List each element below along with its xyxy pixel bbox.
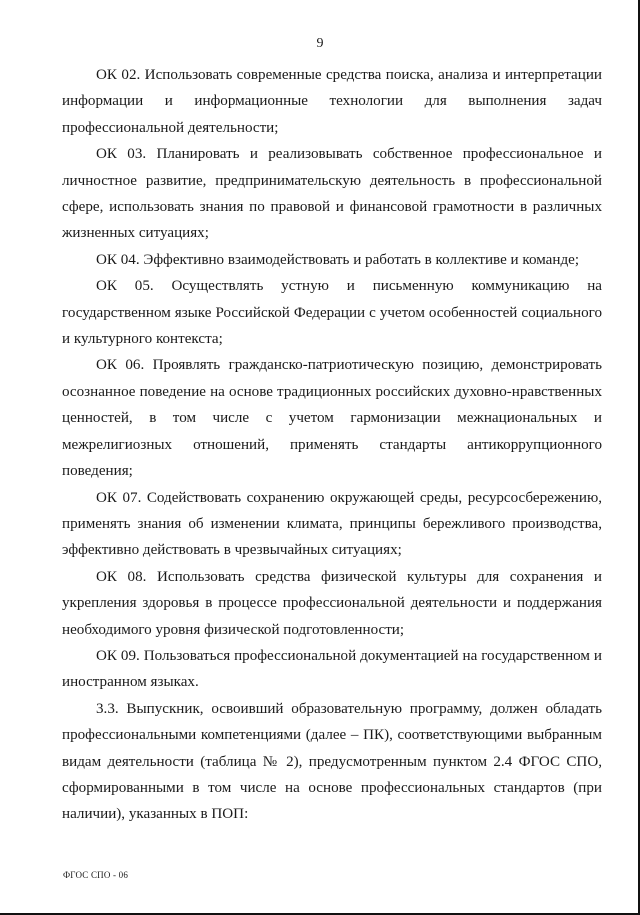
paragraph-ok-05: ОК 05. Осуществлять устную и письменную коммуникацию на государственном языке Российской Федерации с учетом особенностей социального и культурного контекста; xyxy=(62,278,602,348)
paragraph-ok-04: ОК 04. Эффективно взаимодействовать и работать в коллективе и команде; xyxy=(96,251,580,268)
paragraph-ok-02: ОК 02. Использовать современные средства поиска, анализа и интерпретации информации и информационные технологии для выполнения задач профессиональной деятельности; xyxy=(62,67,602,136)
paragraph-ok-07: ОК 07. Содействовать сохранению окружающей среды, ресурсосбережению, применять знания об изменении климата, принципы бережливого производства, эффективно действовать в чрезвычайных ситуациях; xyxy=(62,489,602,559)
paragraph-3-3: 3.3. Выпускник, освоивший образовательную программу, должен обладать профессиональными компетенциями (далее – ПК), соответствующими выбранным видам деятельности (таблица № 2), предусмотренным пунктом 2.4 ФГОС СПО, сформированными в том числе на основе профессиональных стандартов (при наличии), указанных в ПОП: xyxy=(62,700,602,823)
paragraph-ok-08: ОК 08. Использовать средства физической культуры для сохранения и укрепления здоровья в процессе профессиональной деятельности и поддержания необходимого уровня физической подготовленности; xyxy=(62,568,602,638)
paragraph-ok-09: ОК 09. Пользоваться профессиональной документацией на государственном и иностранном языках. xyxy=(62,647,602,691)
page-number: 9 xyxy=(316,36,324,51)
document-body xyxy=(62,62,602,828)
paragraph-ok-06: ОК 06. Проявлять гражданско-патриотическую позицию, демонстрировать осознанное поведение на основе традиционных российских духовно-нравственных ценностей, в том числе с учетом гармонизации межнациональных и межрелигиозных отношений, применять стандарты антикоррупционного поведения; xyxy=(62,357,602,480)
paragraph-ok-03: ОК 03. Планировать и реализовывать собственное профессиональное и личностное развитие, предпринимательскую деятельность в профессиональной сфере, использовать знания по правовой и финансовой грамотности в различных жизненных ситуациях; xyxy=(62,146,602,242)
footer-document-code: ФГОС СПО - 06 xyxy=(63,870,129,880)
